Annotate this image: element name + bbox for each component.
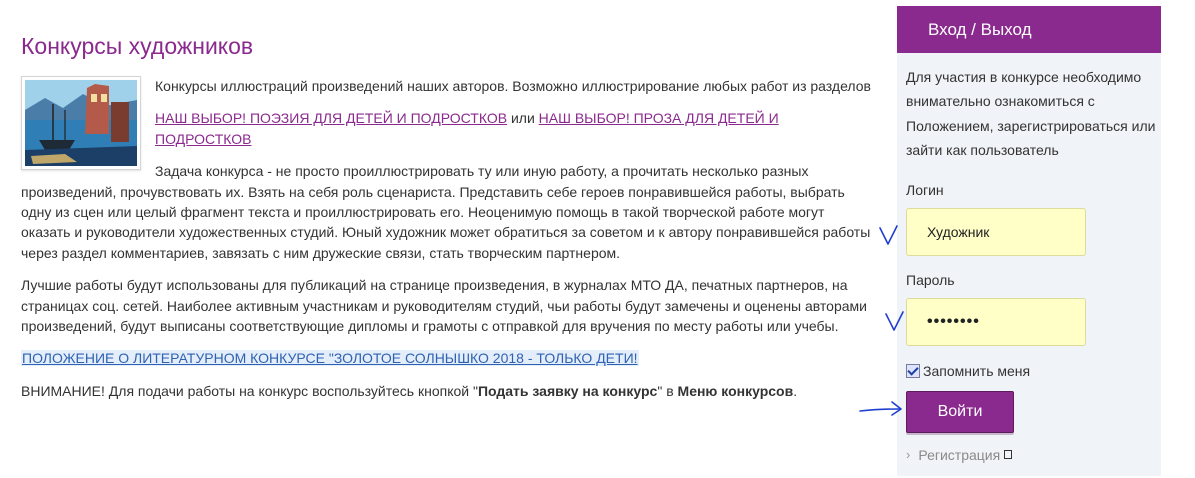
login-info-text: Для участия в конкурсе необходимо внимательно ознакомиться с Положением, зарегистрироваться или зайти как пользователь (906, 69, 1156, 159)
sections-links (21, 108, 871, 149)
checkmark-annotation-icon (878, 224, 900, 248)
remember-me[interactable] (906, 361, 1161, 381)
login-sidebar (897, 6, 1161, 476)
remember-label: Запомнить меня (923, 362, 1031, 379)
intro-text: Конкурсы иллюстраций произведений наших авторов. Возможно иллюстрирование любых работ из разделов (155, 78, 871, 94)
regulation-paragraph (21, 348, 871, 368)
best-works-text: Лучшие работы будут использованы для публикаций на странице произведения, в журналах МТО ДА, печатных партнеров, на страницах соц. сетей. Наиболее активным участникам и руководителям студий, чьи работы будут замечены и оценены авторами произведений, будут выписаны соответствующие дипломы и грамоты с отправкой для вручения по месту работы или учебы. (21, 277, 867, 335)
attention-menu-name: Меню конкурсов (677, 382, 794, 399)
or-text: или (507, 110, 539, 127)
checkmark-annotation-icon (884, 310, 906, 334)
main-content (21, 30, 871, 413)
register-link[interactable]: Регистрация (918, 446, 1001, 463)
attention-prefix: ВНИМАНИЕ! Для подачи работы на конкурс воспользуйтесь кнопкой " (21, 382, 478, 399)
task-text: Задача конкурса - не просто проиллюстрировать ту или иную работу, а прочитать несколько разных произведений, прочувствовать их. Взять на себя роль сценариста. Представить себе героев понравившейся работы, выбрать одну из сцен или целый фрагмент текста и проиллюстрировать его. Неоценимую помощь в такой творческой работе могут оказать и руководители художественных студий. Юный художник может обратиться за советом и к автору понравившейся работы через раздел комментариев, завязать с ним дружеские связи, стать творческим партнером. (21, 163, 871, 261)
login-button[interactable]: Войти (906, 391, 1014, 433)
attention-mid: " в (657, 382, 678, 399)
painting-thumbnail (21, 76, 141, 170)
remember-checkbox[interactable] (906, 364, 920, 378)
link-prose[interactable]: НАШ ВЫБОР! ПРОЗА ДЛЯ ДЕТЕЙ И ПОДРОСТКОВ (155, 110, 779, 147)
login-label: Логин (906, 181, 944, 198)
login-input[interactable] (906, 208, 1086, 256)
square-icon (1004, 450, 1012, 459)
register-item[interactable] (906, 447, 1161, 463)
link-poetry[interactable]: НАШ ВЫБОР! ПОЭЗИЯ ДЛЯ ДЕТЕЙ И ПОДРОСТКОВ (155, 110, 508, 127)
login-panel-header: Вход / Выход (897, 6, 1161, 53)
painting-image (25, 80, 137, 166)
arrow-annotation-icon (858, 398, 904, 420)
regulation-link[interactable]: ПОЛОЖЕНИЕ О ЛИТЕРАТУРНОМ КОНКУРСЕ "ЗОЛОТОЕ СОЛНЫШКО 2018 - ТОЛЬКО ДЕТИ! (22, 350, 638, 367)
attention-button-name: Подать заявку на конкурс (477, 382, 658, 399)
attention-text (21, 381, 871, 401)
page-title: Конкурсы художников (21, 33, 254, 59)
attention-end: . (793, 382, 798, 399)
password-input[interactable] (906, 298, 1086, 346)
chevron-right-icon: › (906, 447, 911, 463)
password-label: Пароль (906, 271, 955, 288)
